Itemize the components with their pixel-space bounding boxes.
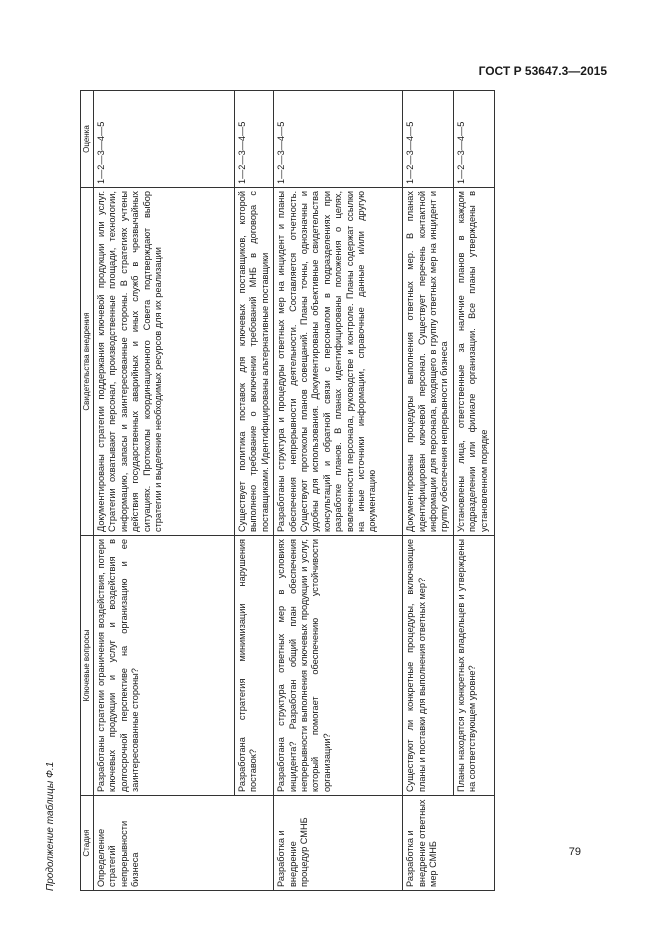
table-row bbox=[94, 91, 235, 891]
column-header-questions: Ключевые вопросы bbox=[81, 536, 94, 796]
score-cell: 1—2—3—4—5 bbox=[453, 91, 494, 188]
evidence-cell: Установлены лица, ответственные за наличие планов в каждом подразделении или филиале организации. Все планы утверждены в установленном порядке bbox=[453, 188, 494, 536]
score-cell: 1—2—3—4—5 bbox=[274, 91, 403, 188]
standard-designation: ГОСТ Р 53647.3—2015 bbox=[478, 64, 607, 78]
table-row bbox=[453, 91, 494, 891]
table-caption: Продолжение таблицы Ф.1 bbox=[45, 761, 56, 891]
stage-cell: Определение стратегий непрерывности бизнеса bbox=[94, 796, 235, 891]
evidence-cell: Документированы стратегии поддержания ключевой продукции или услуг. Стратегии охватывают персонал, производственные площади, технологии, информацию, запасы и заинтересованные стороны. В стратегиях учтены действия государственных аварийных и иных служб в чрезвычайных ситуациях. Протоколы координационного Совета подтверждают выбор стратегии и выделение необходимых ресурсов для их реализации bbox=[94, 188, 235, 536]
column-header-score: Оценка bbox=[81, 91, 94, 188]
score-cell: 1—2—3—4—5 bbox=[94, 91, 235, 188]
question-cell: Разработана стратегия минимизации нарушения поставок? bbox=[235, 536, 274, 796]
question-cell: Разработаны стратегии ограничения воздействия, потери ключевых продукции и услуг и воздействия в долгосрочной перспективе на организацию и ее заинтересованные стороны? bbox=[94, 536, 235, 796]
page-number: 79 bbox=[568, 846, 581, 858]
score-cell: 1—2—3—4—5 bbox=[235, 91, 274, 188]
table-row bbox=[235, 91, 274, 891]
evidence-cell: Существует политика поставок для ключевых поставщиков, которой выполнено требование о включении требований МНБ в договора с поставщиками. Идентифицированы альтернативные поставщики bbox=[235, 188, 274, 536]
stage-cell: Разработка и внедрение ответных мер СМНБ bbox=[403, 796, 454, 891]
stage-cell: Разработка и внедрение процедур СМНБ bbox=[274, 796, 403, 891]
question-cell: Планы находятся у конкретных владельцев и утверждены на соответствующем уровне? bbox=[453, 536, 494, 796]
stage-cell bbox=[235, 796, 274, 891]
evidence-cell: Разработаны структура и процедуры ответных мер на инцидент и планы обеспечения непрерывности деятельности. Составляется отчетность. Существуют протоколы планов совещаний. Планы точны, однозначны и удобны для использования. Документированы объективные свидетельства консультаций и обратной связи с персоналом в подразделениях при разработке планов. В планах идентифицированы положения о целях, вовлеченности персонала, руководстве и контроле. Планы содержат ссылки на иные источники информации, справочные данные и/или другую документацию bbox=[274, 188, 403, 536]
column-header-evidence: Свидетельства внедрения bbox=[81, 188, 94, 536]
question-cell: Разработана структура ответных мер в условиях инцидента? Разработан общий план обеспечения непрерывности выполнения ключевых продукции и услуг, который помогает обеспечению устойчивости организации? bbox=[274, 536, 403, 796]
column-header-stage: Стадия bbox=[81, 796, 94, 891]
rotated-table-block bbox=[40, 91, 552, 891]
stage-cell bbox=[453, 796, 494, 891]
assessment-table bbox=[80, 90, 495, 891]
score-cell: 1—2—3—4—5 bbox=[403, 91, 454, 188]
table-row bbox=[403, 91, 454, 891]
question-cell: Существуют ли конкретные процедуры, включающие планы и поставки для выполнения ответных мер? bbox=[403, 536, 454, 796]
table-header-row bbox=[81, 91, 94, 891]
evidence-cell: Документированы процедуры выполнения ответных мер. В планах идентифицирован ключевой персонал. Существует перечень контактной информации для персонала, входящего в группу ответных мер на инцидент и группу обеспечения непрерывности бизнеса bbox=[403, 188, 454, 536]
table-row bbox=[274, 91, 403, 891]
